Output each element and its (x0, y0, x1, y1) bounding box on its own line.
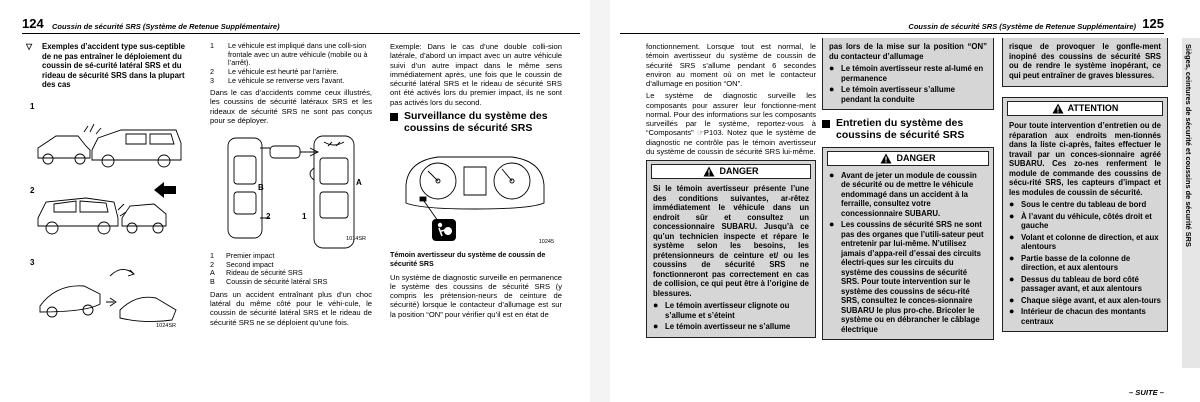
right-page (610, 0, 1200, 402)
right-page-header (620, 14, 1164, 34)
attention-bullet-text: Intérieur de chacun des montants centraux (1021, 307, 1146, 326)
figure2-label-b: B (258, 183, 264, 193)
attention-box (1002, 97, 1168, 332)
danger-box-maintenance (822, 147, 994, 341)
left-page-header (22, 14, 580, 34)
right-column-1 (646, 42, 816, 338)
danger-title-bar (827, 151, 989, 166)
legend-text: Premier impact (226, 251, 275, 261)
right-column-3 (1002, 38, 1168, 332)
figure2-label-1: 1 (302, 212, 307, 222)
bullet-icon: ● (1009, 210, 1015, 221)
list-item (653, 322, 809, 332)
accident-list-text: Le véhicule est impliqué dans une colli-sion frontale avec un autre véhicule (mobile ou à l’arrêt). (228, 41, 368, 68)
attention-bullet-text: Dessus du tableau de bord côté passager avant, et aux alentours (1021, 274, 1142, 293)
accident-list-num: 1 (210, 41, 214, 50)
legend-key: 2 (210, 259, 214, 269)
accident-list-text: Le véhicule se renverse vers l’avant. (228, 75, 345, 85)
instrument-cluster-illustration (390, 139, 560, 249)
square-bullet-icon (390, 113, 398, 121)
danger-box-warning-light (646, 160, 816, 338)
danger-box-continued-2 (1002, 38, 1168, 87)
bullet-icon: ● (1009, 199, 1015, 209)
paragraph: fonctionnement. Lorsque tout est normal, le témoin avertisseur du système de coussin de sécurité SRS s’allume pendant 6 secondes environ au moment où on met le contacteur d’allumage en position “ON”. (646, 42, 816, 88)
continued-marker: – SUITE – (1128, 387, 1164, 397)
paragraph: Dans un accident entraînant plus d’un choc latéral du même côté pour le véhi-cule, le coussin de sécurité latéral SRS et le rideau de sécurité SRS ne se déploient qu’une fois. (210, 289, 372, 327)
section-title: Entretien du système des coussins de sécurité SRS (836, 117, 965, 141)
figure-accident-types (26, 98, 186, 348)
attention-bullet-text: Partie basse de la colonne de direction, et aux alentours (1021, 253, 1131, 272)
list-item (1009, 296, 1161, 306)
bullet-icon: ● (1009, 294, 1015, 305)
list-item (653, 301, 809, 320)
danger-bullet-text: Le témoin avertisseur ne s’allume (665, 322, 791, 331)
legend-text: Coussin de sécurité latéral SRS (226, 277, 328, 287)
bullet-icon: ● (829, 169, 835, 180)
paragraph: Un système de diagnostic surveille en permanence le système des coussins de sécurité SRS (y compris les prétension-neurs de ceinture de sécurité) lorsque le contacteur d’allumage est sur la position “ON” pour vérifier qu’il est en état de (390, 272, 562, 319)
list-item (829, 171, 987, 219)
accident-illustration (26, 98, 186, 348)
left-column-2 (210, 42, 372, 330)
warning-triangle-icon (1052, 103, 1064, 114)
warning-triangle-icon (880, 153, 892, 164)
figure3-code: 10245 (538, 238, 554, 245)
bullet-icon: ● (1009, 273, 1015, 284)
attention-bullet-text: Sous le centre du tableau de bord (1021, 200, 1147, 209)
danger-title: DANGER (719, 166, 759, 177)
danger-bullet-text: Avant de jeter un module de coussin de sécurité ou de mettre le véhicule endommagé dans un accident à la ferraille, consultez votre concessionnaire SUBARU. (841, 170, 977, 218)
danger-title: DANGER (896, 152, 936, 163)
attention-bullet-text: À l’avant du véhicule, côtés droit et gauche (1021, 211, 1152, 230)
right-header-title: Coussin de sécurité SRS (Système de Retenue Supplémentaire) (908, 22, 1136, 31)
attention-title: ATTENTION (1067, 103, 1119, 114)
left-column-1 (26, 42, 191, 348)
left-header-title: Coussin de sécurité SRS (Système de Retenue Supplémentaire) (52, 22, 280, 31)
list-item (1009, 307, 1161, 326)
list-item (1009, 212, 1161, 231)
figure2-label-a: A (356, 178, 362, 188)
figure2-label-2: 2 (266, 212, 271, 222)
side-impact-illustration (210, 128, 370, 252)
list-item (829, 85, 987, 104)
figure1-label-1: 1 (30, 101, 35, 111)
attention-bullet-text: Volant et colonne de direction, et aux alentours (1021, 232, 1159, 251)
figure1-label-3: 3 (30, 257, 35, 267)
accident-list-num: 3 (210, 75, 214, 85)
legend-text: Rideau de sécurité SRS (226, 268, 303, 278)
warning-triangle-icon (703, 166, 715, 177)
paragraph: Exemple: Dans le cas d’une double colli-sion latérale, d’abord un impact avec un autre véhicule suivi d’un autre impact dans le même sens immédiatement après, une fois que le coussin de sécurité latéral SRS et le rideau de sécurité SRS ont été activés lors du premier impact, ils ne sont pas activés lors du second. (390, 42, 562, 107)
bullet-icon: ● (653, 321, 659, 331)
figure2-legend (210, 252, 372, 287)
bullet-icon: ● (1009, 306, 1015, 316)
figure2-code: 1014SR (346, 235, 366, 242)
figure1-label-2: 2 (30, 185, 35, 195)
triangle-icon: ▽ (26, 42, 32, 51)
list-item (1009, 200, 1161, 210)
square-bullet-icon (822, 120, 830, 128)
right-page-number: 125 (1142, 16, 1164, 31)
accident-list (210, 42, 372, 85)
paragraph: Le système de diagnostic surveille les composants pour assurer leur fonctionne-ment normal. Pour des informations sur les composants surveillés par le système, reportez-vous à “Composants” ☞P103. Notez que le système de diagnostic ne contrôle pas le témoin avertisseur du système de coussin de sécurité SRS lui-même. (646, 91, 816, 156)
danger-text: Si le témoin avertisseur présente l’une des conditions suivantes, ar-rêtez immédiatement le véhicule dans un endroit sûr et consultez un concessionnaire SUBARU. Jusqu’à ce qu’un technicien inspecte et répare le système selon les besoins, les prétensionneurs de ceinture et/ ou les coussins de sécurité SRS ne fonctionneront pas correctement en cas de collision, ce qui peut être à l’origine de blessures. (653, 184, 809, 298)
figure-warning-light (390, 139, 560, 249)
section-heading-maintenance (822, 118, 994, 142)
bullet-icon: ● (829, 84, 835, 94)
danger-bullet-text: Les coussins de sécurité SRS ne sont pas des organes que l’utili-sateur peut entretenir par lui-même. N’utilisez jamais d’appa-reil d’essai des circuits électri-ques sur les circuits du système des coussins de sécurité SRS. Pour toute intervention sur le système des coussins de sécu-rité SRS, consultez le conces-sionnaire SUBARU le plus pro-che. Bricoler le système ou en débrancher le câblage électrique (841, 220, 984, 334)
left-column-3 (390, 42, 562, 322)
list-item (1009, 233, 1161, 252)
section-title: Surveillance du système des coussins de sécurité SRS (404, 109, 548, 134)
danger-bullet-text: Le témoin avertisseur clignote ou s’allume et s’éteint (665, 301, 790, 320)
intro-heading (26, 42, 191, 90)
bullet-icon: ● (653, 300, 659, 310)
intro-text: Exemples d’accident type sus-ceptible de ne pas entraîner le déploiement du coussin de sé-curité latéral SRS et du rideau de sécurité SRS dans la plupart des cas (42, 42, 185, 89)
paragraph: Dans le cas d’accidents comme ceux illustrés, les coussins de sécurité latéraux SRS et les rideaux de sécurité SRS ne sont pas conçus pour se déployer. (210, 88, 372, 125)
figure3-caption: Témoin avertisseur du système de coussin de sécurité SRS (390, 251, 546, 268)
list-item (1009, 254, 1161, 273)
bullet-icon: ● (829, 219, 835, 229)
bullet-icon: ● (1009, 252, 1015, 263)
legend-key: B (210, 277, 215, 287)
danger-bullet-text: Le témoin avertisseur reste al-lumé en permanence (841, 64, 984, 83)
right-column-2 (822, 38, 994, 340)
figure-side-impact (210, 128, 370, 252)
attention-bullet-text: Chaque siège avant, et aux alen-tours (1021, 295, 1161, 305)
legend-key: A (210, 268, 215, 278)
legend-key: 1 (210, 251, 214, 261)
danger-box-continued (822, 38, 994, 110)
left-page (0, 0, 590, 402)
accident-list-text: Le véhicule est heurté par l’arrière. (228, 66, 339, 76)
bullet-icon: ● (829, 63, 835, 73)
attention-title-bar (1007, 101, 1163, 116)
attention-text: Pour toute intervention d’entretien ou de réparation aux endroits men-tionnés dans la liste ci-après, faites effectuer le travail par un conces-sionnaire agréé SUBARU. Ces zo-nes renferment le module de commande des coussins de sécu-rité SRS, les capteurs d’impact et les modules de coussin de sécurité. (1009, 121, 1161, 197)
chapter-side-tab-label: Sièges, ceintures de sécurité et coussins de sécurité SRS (1184, 44, 1194, 247)
figure1-code: 1024SR (156, 322, 176, 329)
list-item (829, 64, 987, 83)
section-heading-monitoring (390, 111, 562, 135)
legend-text: Second impact (226, 259, 274, 269)
left-page-number: 124 (22, 16, 44, 31)
list-item (1009, 275, 1161, 294)
chapter-side-tab (1182, 38, 1200, 368)
accident-list-num: 2 (210, 66, 214, 76)
list-item (829, 220, 987, 334)
danger-continued-text: risque de provoquer le gonfle-ment inopiné des coussins de sécurité SRS ou de rendre le système inopérant, ce qui peut entraîner de graves blessures. (1009, 42, 1161, 80)
bullet-icon: ● (1009, 231, 1015, 242)
danger-bullet-text: Le témoin avertisseur s’allume pendant la conduite (841, 85, 955, 104)
page-gutter (590, 0, 610, 402)
danger-continued-text: pas lors de la mise sur la position “ON” du contacteur d’allumage (829, 42, 987, 61)
danger-title-bar (651, 164, 811, 179)
